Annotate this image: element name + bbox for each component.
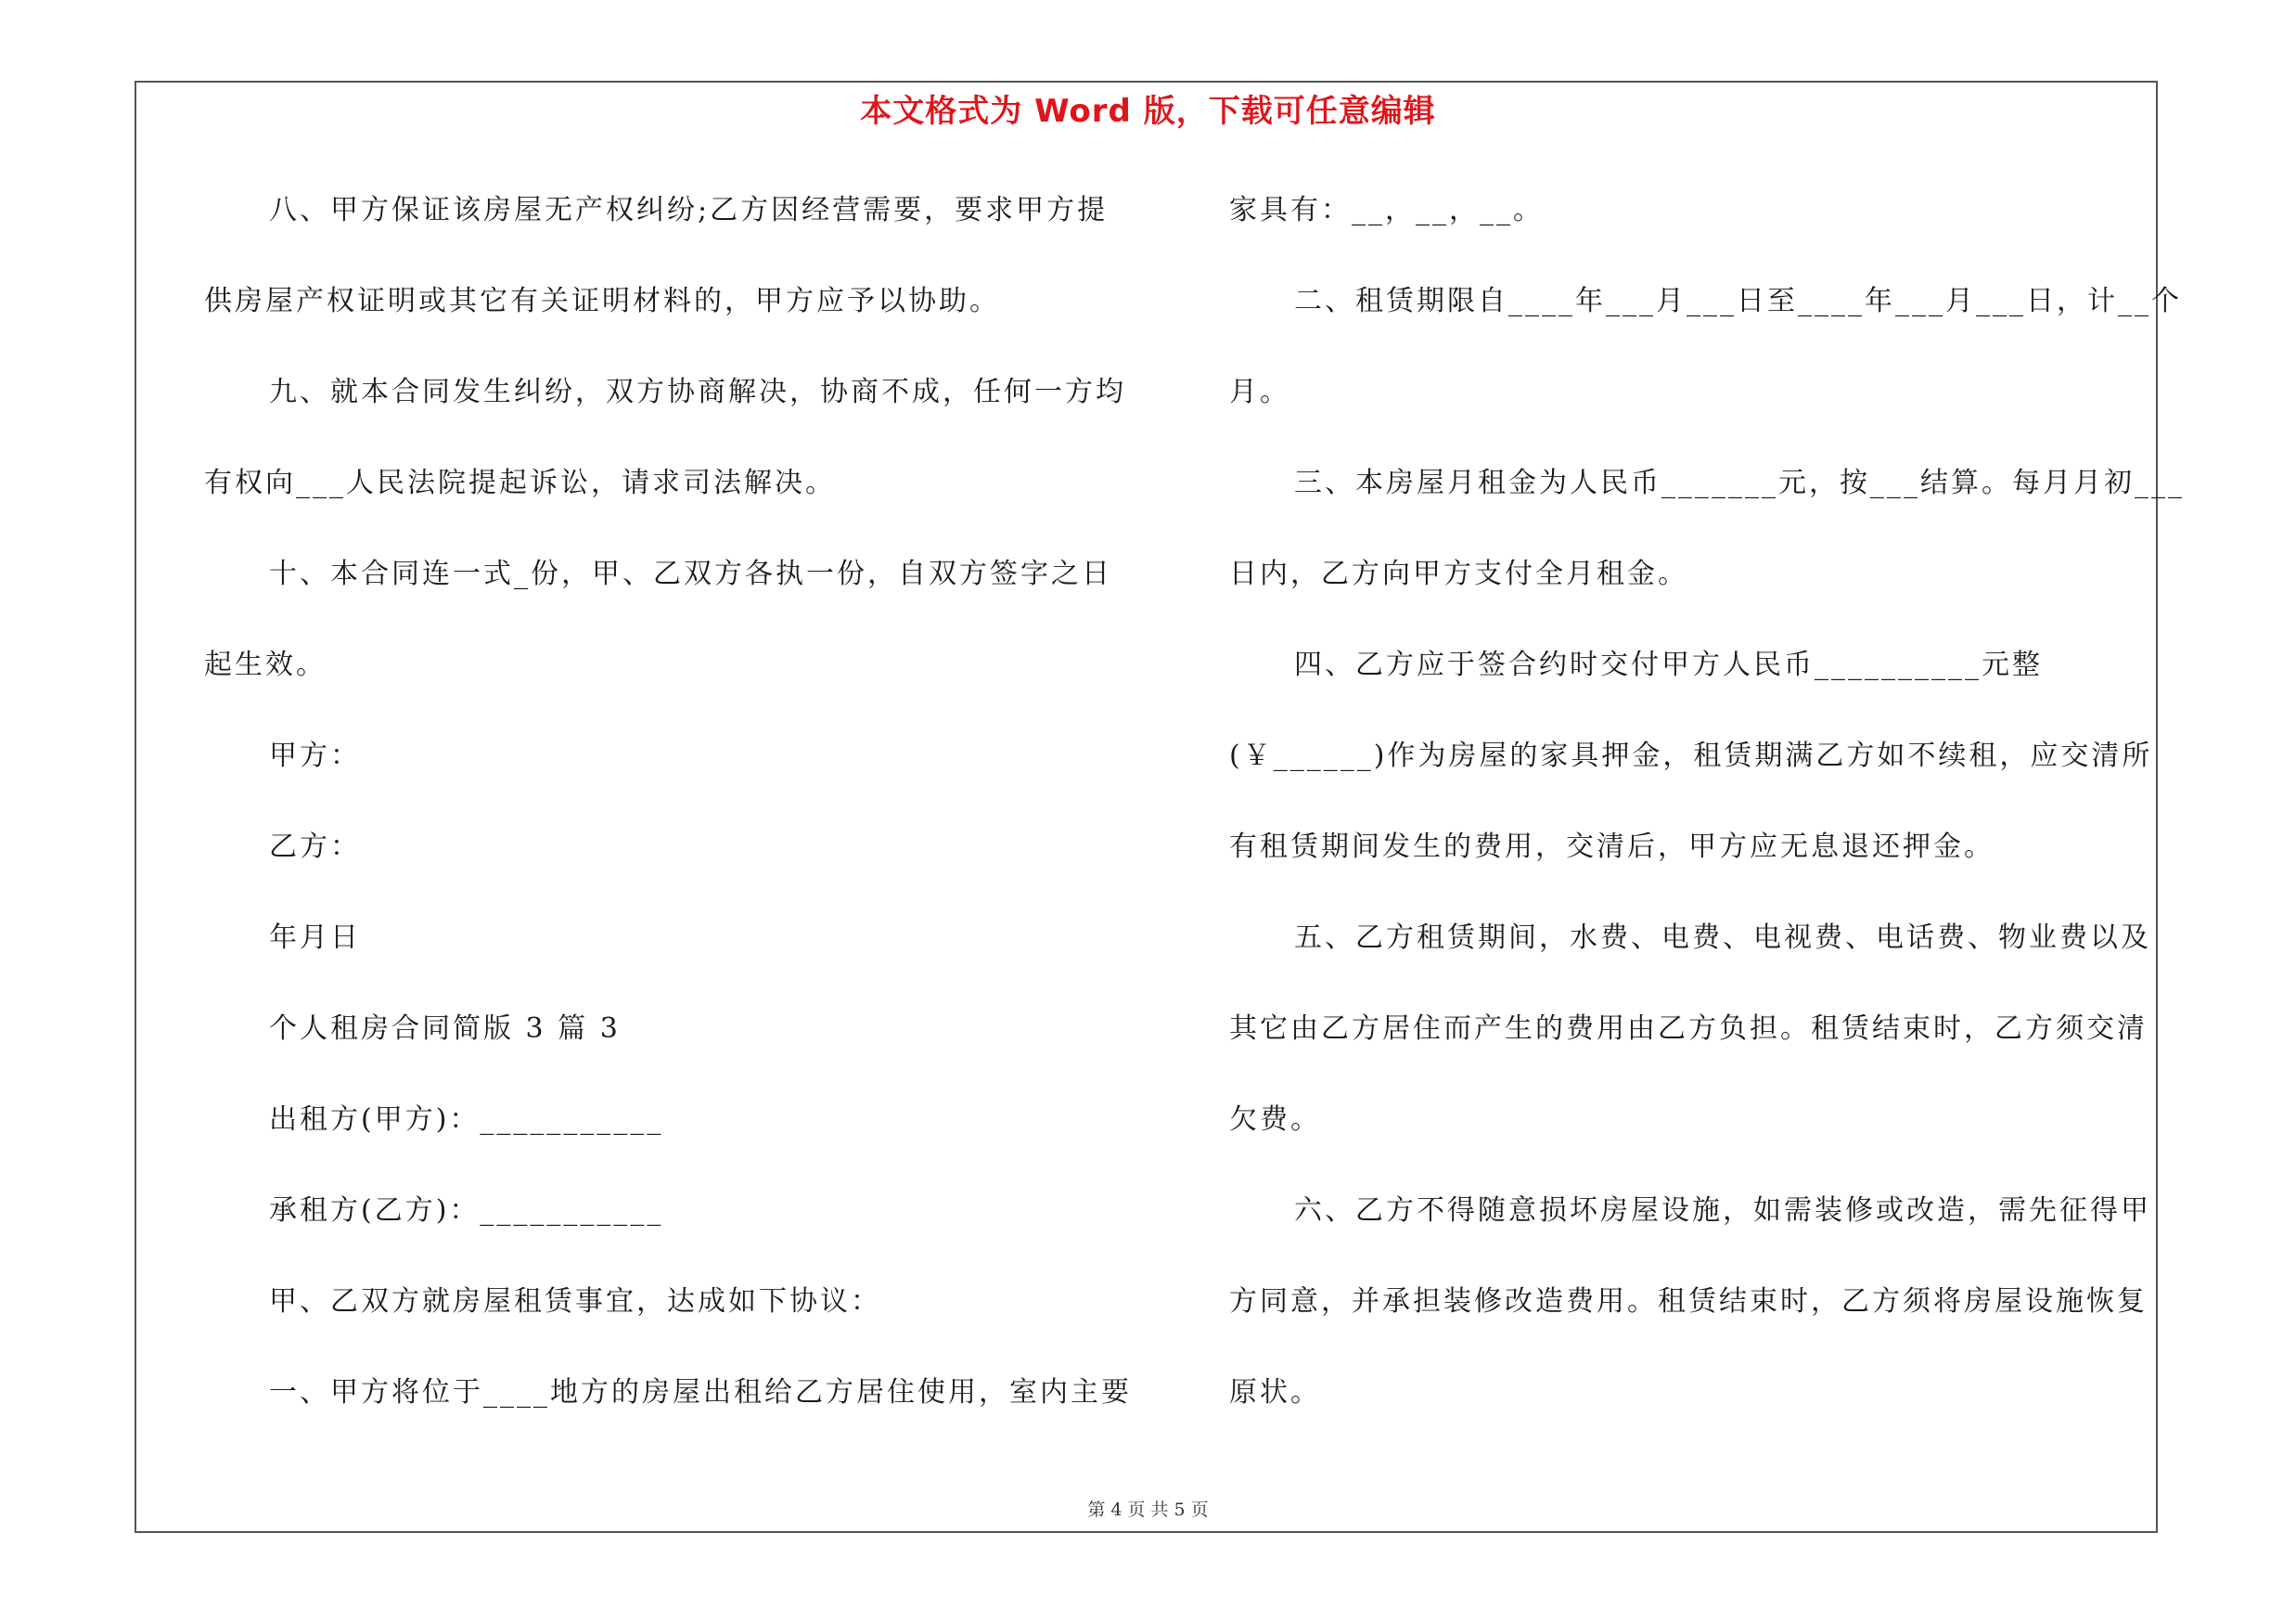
- paragraph-line: 四、乙方应于签合约时交付甲方人民币__________元整: [1294, 649, 2043, 681]
- paragraph-line: (￥______)作为房屋的家具押金，租赁期满乙方如不续租，应交清所: [1229, 740, 2153, 772]
- paragraph-line: 一、甲方将位于____地方的房屋出租给乙方居住使用，室内主要: [269, 1376, 1132, 1409]
- paragraph-line: 欠费。: [1229, 1103, 1321, 1136]
- page-number: 第 4 页 共 5 页: [1087, 1500, 1209, 1520]
- paragraph-line: 有权向___人民法院提起诉讼，请求司法解决。: [204, 467, 836, 499]
- paragraph-line: 十、本合同连一式_份，甲、乙双方各执一份，自双方签字之日: [269, 558, 1112, 590]
- paragraph-line: 六、乙方不得随意损坏房屋设施，如需装修或改造，需先征得甲: [1294, 1194, 2151, 1227]
- paragraph-line: 起生效。: [204, 649, 327, 681]
- paragraph-line: 原状。: [1229, 1376, 1321, 1409]
- paragraph-line: 方同意，并承担装修改造费用。租赁结束时，乙方须将房屋设施恢复: [1229, 1285, 2148, 1318]
- section-heading: 个人租房合同简版 3 篇 3: [269, 1012, 621, 1045]
- paragraph-line: 其它由乙方居住而产生的费用由乙方负担。租赁结束时，乙方须交清: [1229, 1012, 2148, 1045]
- paragraph-line: 八、甲方保证该房屋无产权纠纷;乙方因经营需要，要求甲方提: [269, 194, 1109, 226]
- paragraph-line: 供房屋产权证明或其它有关证明材料的，甲方应予以协助。: [204, 285, 1000, 317]
- date-line: 年月日: [269, 921, 361, 954]
- paragraph-line: 月。: [1229, 376, 1290, 408]
- paragraph-line: 甲、乙双方就房屋租赁事宜，达成如下协议：: [269, 1285, 881, 1318]
- paragraph-line: 日内，乙方向甲方支付全月租金。: [1229, 558, 1688, 590]
- paragraph-line: 三、本房屋月租金为人民币_______元，按___结算。每月月初___: [1294, 467, 2185, 499]
- lessee-field: 承租方(乙方)：___________: [269, 1194, 664, 1227]
- paragraph-line: 二、租赁期限自____年___月___日至____年___月___日，计__个: [1294, 285, 2182, 317]
- signature-line-party-b: 乙方：: [269, 831, 361, 863]
- paragraph-line: 家具有：__，__，__。: [1229, 194, 1544, 226]
- paragraph-line: 九、就本合同发生纠纷，双方协商解决，协商不成，任何一方均: [269, 376, 1126, 408]
- signature-line-party-a: 甲方：: [269, 740, 361, 772]
- lessor-field: 出租方(甲方)：___________: [269, 1103, 664, 1136]
- paragraph-line: 五、乙方租赁期间，水费、电费、电视费、电话费、物业费以及: [1294, 921, 2151, 954]
- paragraph-line: 有租赁期间发生的费用，交清后，甲方应无息退还押金。: [1229, 831, 1995, 863]
- format-notice-banner: 本文格式为 Word 版，下载可任意编辑: [860, 93, 1436, 130]
